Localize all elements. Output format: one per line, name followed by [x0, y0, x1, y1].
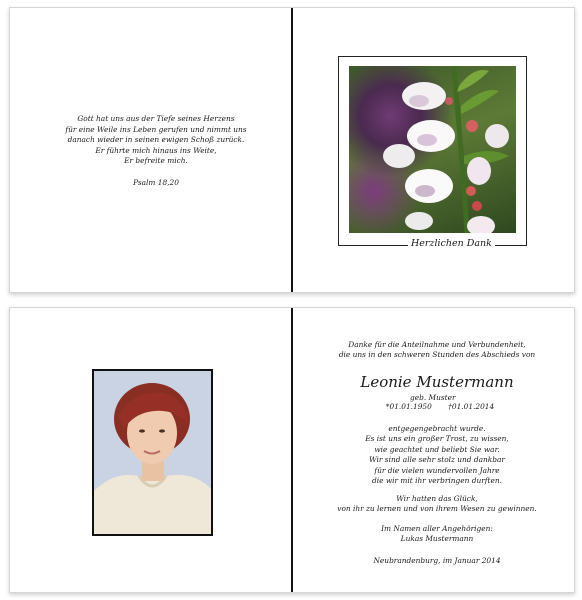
verse-line: Er befreite mich. [124, 156, 188, 166]
life-dates [362, 402, 532, 411]
photo-caption: Herzlichen Dank [408, 238, 495, 249]
message-line: für die vielen wundervollen Jahre [374, 465, 500, 475]
deceased-name: Leonie Mustermann [360, 373, 514, 391]
verse-line: Er führte mich hinaus ins Weite, [95, 145, 217, 155]
verse-line: Gott hat uns aus der Tiefe seines Herzens [77, 114, 235, 123]
place-date: Neubrandenburg, im Januar 2014 [373, 556, 501, 565]
closing-line: von ihr zu lernen und von ihrem Wesen zu gewinnen. [337, 504, 537, 514]
message-text [302, 424, 572, 486]
maiden-name: geb. Muster [410, 393, 456, 402]
signature-line: Lukas Mustermann [400, 534, 474, 544]
closing-text [302, 494, 572, 515]
message-line: wie geachtet und beliebt Sie war. [374, 444, 500, 454]
intro-line: die uns in den schweren Stunden des Abschieds von [338, 350, 536, 360]
signature [302, 524, 572, 545]
signature-line: Im Namen aller Angehörigen: [381, 524, 493, 533]
verse-line: danach wieder in seinen ewigen Schoß zurück. [67, 135, 245, 145]
portrait-photo [92, 369, 213, 536]
bible-verse [30, 114, 282, 167]
card-inside [9, 307, 575, 593]
card-outside [9, 7, 575, 293]
intro-text [302, 340, 572, 361]
message-line: entgegengebracht wurde. [388, 424, 486, 433]
verse-reference: Psalm 18,20 [133, 178, 179, 187]
intro-line: Danke für die Anteilnahme und Verbundenheit, [348, 340, 526, 349]
photo-frame [338, 56, 527, 246]
birth-date: *01.01.1950 [385, 402, 432, 411]
message-line: Wir sind alle sehr stolz und dankbar [369, 455, 505, 465]
message-line: Es ist uns ein großer Trost, zu wissen, [365, 434, 509, 444]
message-line: die wir mit ihr verbringen durften. [372, 476, 502, 486]
verse-line: für eine Weile ins Leben gerufen und nimmt uns [65, 124, 247, 134]
closing-line: Wir hatten das Glück, [396, 494, 478, 503]
card-fold-line [291, 308, 293, 592]
death-date: †01.01.2014 [448, 402, 495, 411]
card-fold-line [291, 8, 293, 292]
foxglove-flower-photo [349, 66, 516, 233]
